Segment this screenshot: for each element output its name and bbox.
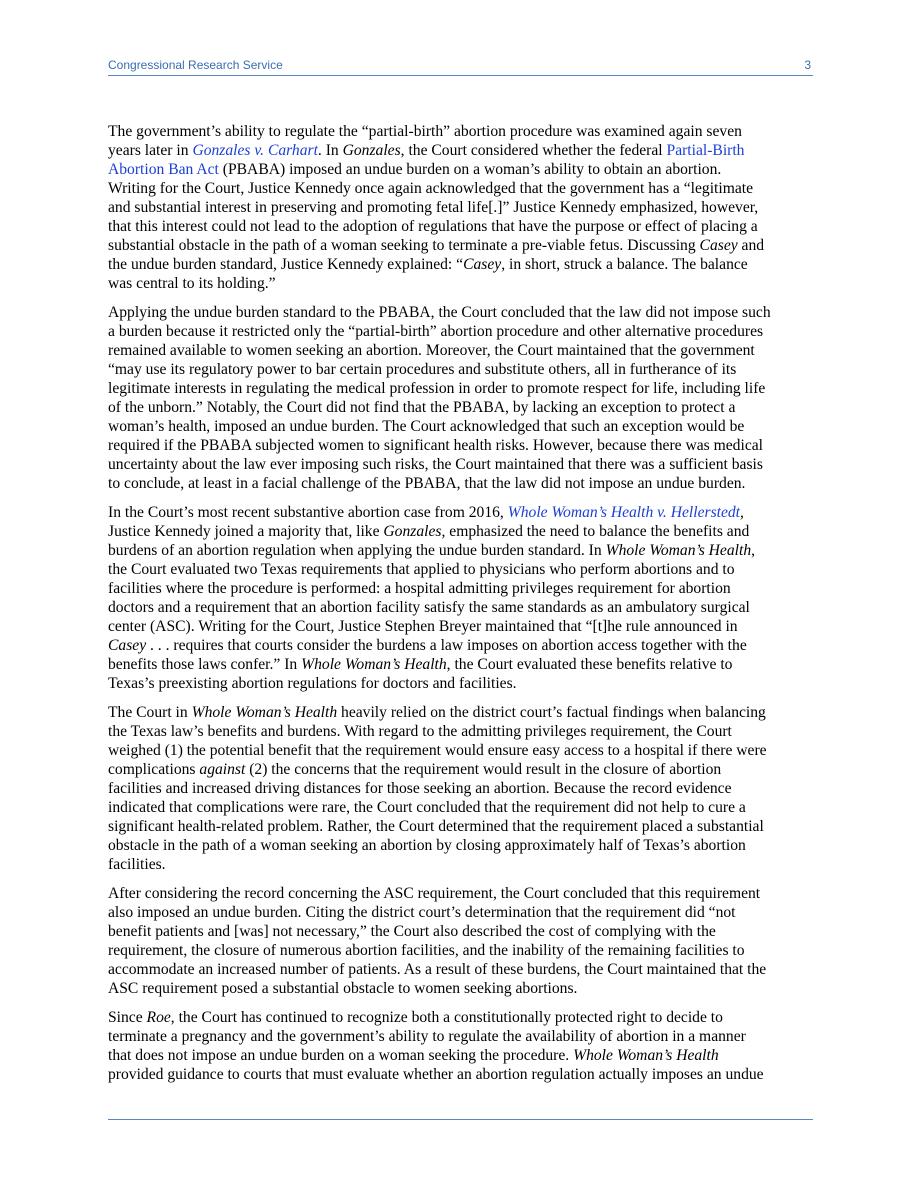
- text-run: significant health-related problem. Rather, the Court determined that the requirement placed a substantial: [108, 818, 764, 835]
- text-line: [108, 398, 814, 417]
- text-run: woman’s health, imposed an undue burden. The Court acknowledged that such an exception would be: [108, 418, 745, 435]
- text-run: legitimate interests in regulating the medical profession in order to promote respect for life, including life: [108, 380, 766, 397]
- text-line: [108, 903, 814, 922]
- text-run: also imposed an undue burden. Citing the district court’s determination that the requirement did “not: [108, 904, 736, 921]
- text-run: , the Court considered whether the federal: [400, 142, 667, 159]
- text-run: ASC requirement posed a substantial obstacle to women seeking abortions.: [108, 980, 578, 997]
- text-line: [108, 236, 814, 255]
- text-run: of the unborn.” Notably, the Court did not find that the PBABA, by lacking an exception to protect a: [108, 399, 736, 416]
- text-run: substantial obstacle in the path of a woman seeking to terminate a pre-viable fetus. Discussing: [108, 237, 700, 254]
- text-run: to conclude, at least in a facial challenge of the PBABA, that the law did not impose an undue burden.: [108, 475, 746, 492]
- text-line: [108, 617, 814, 636]
- text-line: [108, 636, 814, 655]
- text-run: weighed (1) the potential benefit that the requirement would ensure easy access to a hospital if there were: [108, 742, 767, 759]
- text-run: burdens of an abortion regulation when applying the undue burden standard. In: [108, 542, 606, 559]
- text-run: and: [737, 237, 765, 254]
- text-line: [108, 674, 814, 693]
- text-line: [108, 255, 814, 274]
- text-run: facilities.: [108, 856, 166, 873]
- text-line: [108, 855, 814, 874]
- text-run: ,: [740, 504, 744, 521]
- text-run: indicated that complications were rare, the Court concluded that the requirement did not help to cure a: [108, 799, 746, 816]
- paragraph: [108, 503, 814, 693]
- text-line: [108, 179, 814, 198]
- text-line: [108, 560, 814, 579]
- text-run: In the Court’s most recent substantive abortion case from 2016,: [108, 504, 508, 521]
- text-run: Since: [108, 1009, 147, 1026]
- text-line: [108, 884, 814, 903]
- text-line: [108, 817, 814, 836]
- text-line: [108, 417, 814, 436]
- paragraph: [108, 1008, 814, 1084]
- text-run: . . . requires that courts consider the burdens a law imposes on abortion access together with the: [146, 637, 747, 654]
- text-run: Texas’s preexisting abortion regulations for doctors and facilities.: [108, 675, 517, 692]
- text-line: [108, 598, 814, 617]
- text-run: “may use its regulatory power to bar certain procedures and substitute others, all in furtherance of its: [108, 361, 737, 378]
- text-line: [108, 1027, 814, 1046]
- text-run: benefits those laws confer.” In: [108, 656, 302, 673]
- text-run: the Court evaluated two Texas requirements that applied to physicians who perform abortions and to: [108, 561, 735, 578]
- text-run: terminate a pregnancy and the government’s ability to regulate the availability of abortion in a manner: [108, 1028, 746, 1045]
- text-run: doctors and a requirement that an abortion facility satisfy the same standards as an ambulatory surgical: [108, 599, 750, 616]
- text-line: [108, 1046, 814, 1065]
- text-line: [108, 379, 814, 398]
- text-run: facilities where the procedure is performed: a hospital admitting privileges requirement for abortion: [108, 580, 731, 597]
- text-run: required if the PBABA subjected women to significant health risks. However, because there was medical: [108, 437, 763, 454]
- text-run: The Court in: [108, 704, 192, 721]
- text-run: , the Court evaluated these benefits relative to: [446, 656, 733, 673]
- text-line: [108, 655, 814, 674]
- text-line: [108, 522, 814, 541]
- text-run: remained available to women seeking an abortion. Moreover, the Court maintained that the government: [108, 342, 755, 359]
- text-line: [108, 703, 814, 722]
- text-run: that does not impose an undue burden on a woman seeking the procedure.: [108, 1047, 574, 1064]
- text-run: that this interest could not lead to the adoption of regulations that have the purpose or effect of placing a: [108, 218, 758, 235]
- citation-link[interactable]: Whole Woman’s Health v. Hellerstedt: [507, 504, 741, 521]
- text-line: [108, 198, 814, 217]
- text-line: [108, 360, 814, 379]
- text-run: Justice Kennedy joined a majority that, like: [108, 523, 384, 540]
- text-line: [108, 160, 814, 179]
- text-run: (2) the concerns that the requirement would result in the closure of abortion: [245, 761, 722, 778]
- text-run: Casey: [699, 237, 738, 254]
- paragraph: [108, 703, 814, 874]
- text-line: [108, 122, 814, 141]
- page-header: [108, 57, 813, 76]
- text-run: The government’s ability to regulate the “partial-birth” abortion procedure was examined again seven: [108, 123, 742, 140]
- text-run: the undue burden standard, Justice Kennedy explained: “: [108, 256, 464, 273]
- citation-link[interactable]: Gonzales v. Carhart: [192, 142, 318, 159]
- text-run: obstacle in the path of a woman seeking an abortion by closing approximately half of Texas’s abortion: [108, 837, 746, 854]
- text-line: [108, 217, 814, 236]
- text-run: Whole Woman’s Health: [605, 542, 752, 559]
- text-run: and substantial interest in preserving and promoting fetal life[.]” Justice Kennedy emphasized, however,: [108, 199, 759, 216]
- text-line: [108, 274, 814, 293]
- text-line: [108, 436, 814, 455]
- text-line: [108, 979, 814, 998]
- text-run: Roe: [146, 1009, 171, 1026]
- text-line: [108, 455, 814, 474]
- page-number: 3: [804, 58, 811, 72]
- text-line: [108, 579, 814, 598]
- text-line: [108, 303, 814, 322]
- text-run: uncertainty about the law ever imposing such risks, the Court maintained that there was a sufficient basis: [108, 456, 763, 473]
- text-run: accommodate an increased number of patients. As a result of these burdens, the Court maintained that the: [108, 961, 767, 978]
- text-run: Casey: [108, 637, 147, 654]
- text-run: emphasized the need to balance the benefits and: [445, 523, 750, 540]
- text-line: [108, 779, 814, 798]
- text-run: benefit patients and [was] not necessary,” the Court also described the cost of complying with the: [108, 923, 716, 940]
- text-run: Gonzales,: [383, 523, 446, 540]
- text-run: Whole Woman’s Health: [573, 1047, 719, 1064]
- text-run: Writing for the Court, Justice Kennedy once again acknowledged that the government has a “legitimate: [108, 180, 754, 197]
- text-line: [108, 722, 814, 741]
- text-run: was central to its holding.”: [108, 275, 276, 292]
- text-line: [108, 341, 814, 360]
- text-run: , in short, struck a balance. The balance: [501, 256, 748, 273]
- text-run: against: [199, 761, 246, 778]
- text-line: [108, 141, 814, 160]
- text-run: a burden because it restricted only the “partial-birth” abortion procedure and other alternative procedures: [108, 323, 764, 340]
- text-line: [108, 541, 814, 560]
- text-run: provided guidance to courts that must evaluate whether an abortion regulation actually imposes an undue: [108, 1066, 764, 1083]
- citation-link[interactable]: Abortion Ban Act: [108, 161, 219, 178]
- text-line: [108, 798, 814, 817]
- text-run: . In: [317, 142, 343, 159]
- text-line: [108, 941, 814, 960]
- text-line: [108, 922, 814, 941]
- text-line: [108, 1065, 814, 1084]
- text-run: requirement, the closure of numerous abortion facilities, and the inability of the remaining facilities to: [108, 942, 745, 959]
- document-body: [108, 122, 814, 1094]
- text-run: Gonzales: [342, 142, 401, 159]
- text-run: complications: [108, 761, 200, 778]
- paragraph: [108, 122, 814, 293]
- text-line: [108, 836, 814, 855]
- text-line: [108, 741, 814, 760]
- text-run: Whole Woman’s Health: [191, 704, 338, 721]
- text-run: Whole Woman’s Health: [301, 656, 447, 673]
- paragraph: [108, 303, 814, 493]
- text-run: facilities and increased driving distances for those seeking an abortion. Because the record evidence: [108, 780, 732, 797]
- text-run: heavily relied on the district court’s factual findings when balancing: [337, 704, 766, 721]
- text-run: the Texas law’s benefits and burdens. With regard to the admitting privileges requirement, the Court: [108, 723, 732, 740]
- text-line: [108, 503, 814, 522]
- text-run: Casey: [463, 256, 502, 273]
- text-line: [108, 474, 814, 493]
- text-line: [108, 322, 814, 341]
- text-run: (PBABA) imposed an undue burden on a woman’s ability to obtain an abortion.: [218, 161, 722, 178]
- text-line: [108, 1008, 814, 1027]
- text-run: years later in: [108, 142, 193, 159]
- text-line: [108, 760, 814, 779]
- text-run: center (ASC). Writing for the Court, Justice Stephen Breyer maintained that “[t]he rule announced in: [108, 618, 738, 635]
- text-run: ,: [751, 542, 756, 559]
- header-organization: Congressional Research Service: [108, 58, 283, 72]
- text-run: After considering the record concerning the ASC requirement, the Court concluded that this requirement: [108, 885, 761, 902]
- paragraph: [108, 884, 814, 998]
- text-run: Applying the undue burden standard to the PBABA, the Court concluded that the law did not impose such: [108, 304, 771, 321]
- text-line: [108, 960, 814, 979]
- footer-rule: [108, 1119, 813, 1120]
- citation-link[interactable]: Partial-Birth: [666, 142, 745, 159]
- text-run: , the Court has continued to recognize both a constitutionally protected right to decide to: [170, 1009, 723, 1026]
